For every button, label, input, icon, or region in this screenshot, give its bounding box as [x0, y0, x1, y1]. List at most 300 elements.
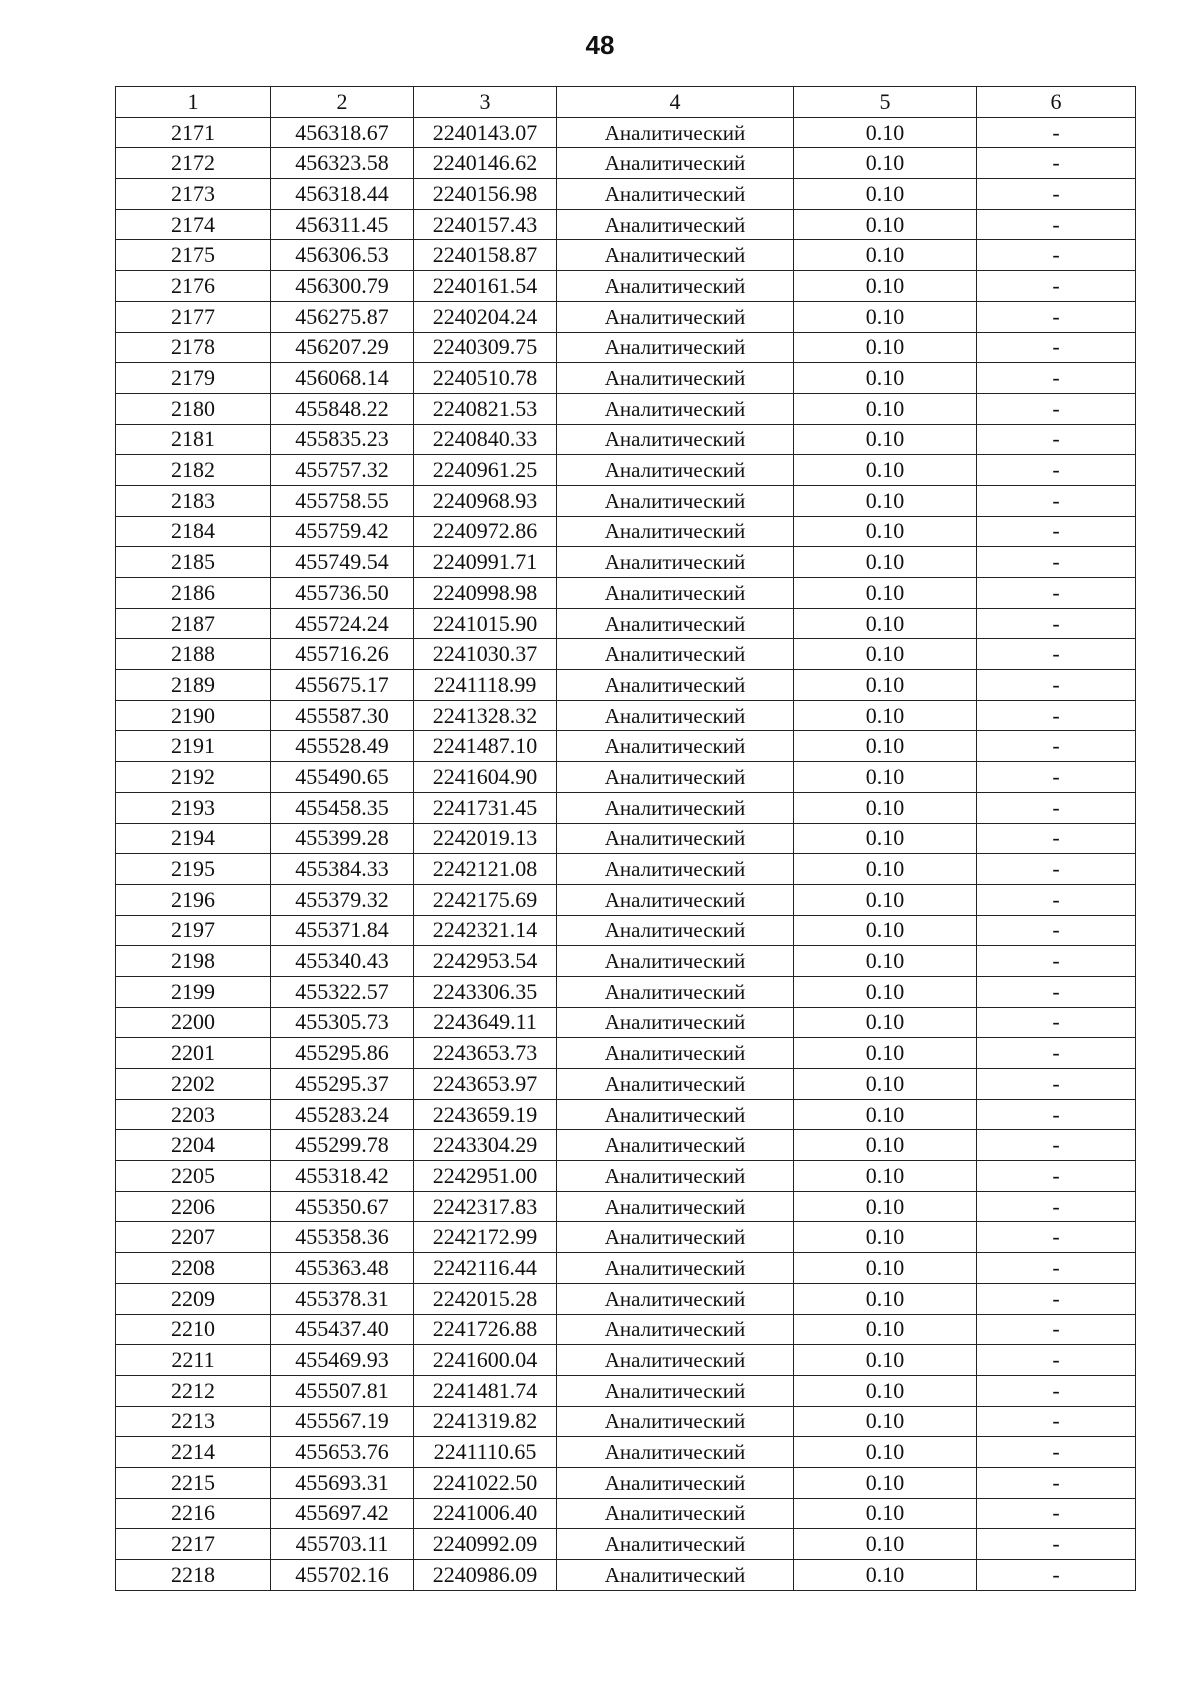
description-cell: -	[977, 332, 1136, 363]
method-cell: Аналитический	[557, 1437, 794, 1468]
point-number-cell: 2201	[116, 1038, 271, 1069]
accuracy-cell: 0.10	[794, 209, 977, 240]
y-coordinate-cell: 2242317.83	[414, 1191, 557, 1222]
table-header	[116, 87, 1136, 118]
y-coordinate-cell: 2243649.11	[414, 1007, 557, 1038]
x-coordinate-cell: 455528.49	[271, 731, 414, 762]
accuracy-cell: 0.10	[794, 823, 977, 854]
x-coordinate-cell: 455283.24	[271, 1099, 414, 1130]
table-row	[116, 639, 1136, 670]
point-number-cell: 2180	[116, 393, 271, 424]
description-cell: -	[977, 1498, 1136, 1529]
point-number-cell: 2207	[116, 1222, 271, 1253]
description-cell: -	[977, 1069, 1136, 1100]
description-cell: -	[977, 117, 1136, 148]
method-cell: Аналитический	[557, 301, 794, 332]
y-coordinate-cell: 2240146.62	[414, 148, 557, 179]
x-coordinate-cell: 456323.58	[271, 148, 414, 179]
accuracy-cell: 0.10	[794, 1222, 977, 1253]
table-row	[116, 946, 1136, 977]
point-number-cell: 2186	[116, 578, 271, 609]
x-coordinate-cell: 455587.30	[271, 700, 414, 731]
y-coordinate-cell: 2241328.32	[414, 700, 557, 731]
description-cell: -	[977, 301, 1136, 332]
point-number-cell: 2199	[116, 976, 271, 1007]
table-row	[116, 700, 1136, 731]
description-cell: -	[977, 179, 1136, 210]
y-coordinate-cell: 2243653.73	[414, 1038, 557, 1069]
accuracy-cell: 0.10	[794, 179, 977, 210]
table-row	[116, 1099, 1136, 1130]
point-number-cell: 2190	[116, 700, 271, 731]
x-coordinate-cell: 455848.22	[271, 393, 414, 424]
y-coordinate-cell: 2240840.33	[414, 424, 557, 455]
method-cell: Аналитический	[557, 823, 794, 854]
point-number-cell: 2191	[116, 731, 271, 762]
point-number-cell: 2209	[116, 1283, 271, 1314]
y-coordinate-cell: 2240158.87	[414, 240, 557, 271]
method-cell: Аналитический	[557, 976, 794, 1007]
y-coordinate-cell: 2242321.14	[414, 915, 557, 946]
description-cell: -	[977, 1099, 1136, 1130]
method-cell: Аналитический	[557, 1099, 794, 1130]
description-cell: -	[977, 700, 1136, 731]
description-cell: -	[977, 547, 1136, 578]
y-coordinate-cell: 2241022.50	[414, 1467, 557, 1498]
description-cell: -	[977, 670, 1136, 701]
point-number-cell: 2173	[116, 179, 271, 210]
description-cell: -	[977, 455, 1136, 486]
y-coordinate-cell: 2241015.90	[414, 608, 557, 639]
point-number-cell: 2187	[116, 608, 271, 639]
y-coordinate-cell: 2241110.65	[414, 1437, 557, 1468]
method-cell: Аналитический	[557, 1069, 794, 1100]
table-row	[116, 455, 1136, 486]
table-row	[116, 547, 1136, 578]
accuracy-cell: 0.10	[794, 1345, 977, 1376]
y-coordinate-cell: 2240309.75	[414, 332, 557, 363]
method-cell: Аналитический	[557, 670, 794, 701]
table-row	[116, 1467, 1136, 1498]
table-row	[116, 209, 1136, 240]
y-coordinate-cell: 2240156.98	[414, 179, 557, 210]
x-coordinate-cell: 455835.23	[271, 424, 414, 455]
description-cell: -	[977, 393, 1136, 424]
table-row	[116, 1283, 1136, 1314]
table-row	[116, 884, 1136, 915]
accuracy-cell: 0.10	[794, 578, 977, 609]
y-coordinate-cell: 2241487.10	[414, 731, 557, 762]
description-cell: -	[977, 946, 1136, 977]
y-coordinate-cell: 2241319.82	[414, 1406, 557, 1437]
table-row	[116, 1560, 1136, 1591]
column-header-5: 5	[794, 87, 977, 118]
accuracy-cell: 0.10	[794, 148, 977, 179]
table-row	[116, 608, 1136, 639]
y-coordinate-cell: 2243304.29	[414, 1130, 557, 1161]
y-coordinate-cell: 2242953.54	[414, 946, 557, 977]
table-row	[116, 301, 1136, 332]
y-coordinate-cell: 2240821.53	[414, 393, 557, 424]
method-cell: Аналитический	[557, 1253, 794, 1284]
accuracy-cell: 0.10	[794, 485, 977, 516]
point-number-cell: 2217	[116, 1529, 271, 1560]
accuracy-cell: 0.10	[794, 792, 977, 823]
method-cell: Аналитический	[557, 854, 794, 885]
method-cell: Аналитический	[557, 1375, 794, 1406]
accuracy-cell: 0.10	[794, 639, 977, 670]
method-cell: Аналитический	[557, 485, 794, 516]
x-coordinate-cell: 455469.93	[271, 1345, 414, 1376]
header-row	[116, 87, 1136, 118]
x-coordinate-cell: 455384.33	[271, 854, 414, 885]
y-coordinate-cell: 2242951.00	[414, 1161, 557, 1192]
accuracy-cell: 0.10	[794, 976, 977, 1007]
accuracy-cell: 0.10	[794, 455, 977, 486]
description-cell: -	[977, 762, 1136, 793]
x-coordinate-cell: 455358.36	[271, 1222, 414, 1253]
accuracy-cell: 0.10	[794, 332, 977, 363]
table-row	[116, 792, 1136, 823]
method-cell: Аналитический	[557, 1314, 794, 1345]
column-header-6: 6	[977, 87, 1136, 118]
y-coordinate-cell: 2243306.35	[414, 976, 557, 1007]
column-header-1: 1	[116, 87, 271, 118]
y-coordinate-cell: 2241118.99	[414, 670, 557, 701]
accuracy-cell: 0.10	[794, 1283, 977, 1314]
table-row	[116, 762, 1136, 793]
x-coordinate-cell: 455458.35	[271, 792, 414, 823]
accuracy-cell: 0.10	[794, 1437, 977, 1468]
y-coordinate-cell: 2242121.08	[414, 854, 557, 885]
accuracy-cell: 0.10	[794, 240, 977, 271]
table-row	[116, 117, 1136, 148]
point-number-cell: 2212	[116, 1375, 271, 1406]
y-coordinate-cell: 2240992.09	[414, 1529, 557, 1560]
description-cell: -	[977, 976, 1136, 1007]
description-cell: -	[977, 1437, 1136, 1468]
point-number-cell: 2188	[116, 639, 271, 670]
x-coordinate-cell: 455371.84	[271, 915, 414, 946]
table-row	[116, 1069, 1136, 1100]
y-coordinate-cell: 2240157.43	[414, 209, 557, 240]
table-row	[116, 363, 1136, 394]
method-cell: Аналитический	[557, 1191, 794, 1222]
accuracy-cell: 0.10	[794, 1375, 977, 1406]
table-row	[116, 578, 1136, 609]
table-row	[116, 915, 1136, 946]
table-row	[116, 332, 1136, 363]
x-coordinate-cell: 456318.44	[271, 179, 414, 210]
point-number-cell: 2184	[116, 516, 271, 547]
point-number-cell: 2213	[116, 1406, 271, 1437]
y-coordinate-cell: 2241726.88	[414, 1314, 557, 1345]
description-cell: -	[977, 1253, 1136, 1284]
x-coordinate-cell: 455757.32	[271, 455, 414, 486]
table-row	[116, 1314, 1136, 1345]
accuracy-cell: 0.10	[794, 301, 977, 332]
y-coordinate-cell: 2242116.44	[414, 1253, 557, 1284]
x-coordinate-cell: 456275.87	[271, 301, 414, 332]
method-cell: Аналитический	[557, 393, 794, 424]
coordinates-table	[115, 86, 1136, 1591]
method-cell: Аналитический	[557, 179, 794, 210]
accuracy-cell: 0.10	[794, 1560, 977, 1591]
table-row	[116, 1529, 1136, 1560]
point-number-cell: 2197	[116, 915, 271, 946]
method-cell: Аналитический	[557, 1345, 794, 1376]
description-cell: -	[977, 209, 1136, 240]
point-number-cell: 2202	[116, 1069, 271, 1100]
column-header-3: 3	[414, 87, 557, 118]
method-cell: Аналитический	[557, 1038, 794, 1069]
description-cell: -	[977, 1375, 1136, 1406]
page-number: 48	[585, 30, 615, 60]
method-cell: Аналитический	[557, 1560, 794, 1591]
description-cell: -	[977, 1529, 1136, 1560]
y-coordinate-cell: 2240143.07	[414, 117, 557, 148]
x-coordinate-cell: 456300.79	[271, 271, 414, 302]
y-coordinate-cell: 2240998.98	[414, 578, 557, 609]
x-coordinate-cell: 455379.32	[271, 884, 414, 915]
description-cell: -	[977, 578, 1136, 609]
point-number-cell: 2214	[116, 1437, 271, 1468]
point-number-cell: 2194	[116, 823, 271, 854]
point-number-cell: 2216	[116, 1498, 271, 1529]
table-row	[116, 1161, 1136, 1192]
x-coordinate-cell: 456311.45	[271, 209, 414, 240]
point-number-cell: 2205	[116, 1161, 271, 1192]
method-cell: Аналитический	[557, 946, 794, 977]
table-row	[116, 271, 1136, 302]
y-coordinate-cell: 2240510.78	[414, 363, 557, 394]
point-number-cell: 2196	[116, 884, 271, 915]
description-cell: -	[977, 731, 1136, 762]
accuracy-cell: 0.10	[794, 700, 977, 731]
point-number-cell: 2177	[116, 301, 271, 332]
table-row	[116, 1130, 1136, 1161]
description-cell: -	[977, 424, 1136, 455]
point-number-cell: 2183	[116, 485, 271, 516]
description-cell: -	[977, 271, 1136, 302]
method-cell: Аналитический	[557, 884, 794, 915]
x-coordinate-cell: 455567.19	[271, 1406, 414, 1437]
accuracy-cell: 0.10	[794, 1130, 977, 1161]
table-row	[116, 976, 1136, 1007]
point-number-cell: 2192	[116, 762, 271, 793]
x-coordinate-cell: 455350.67	[271, 1191, 414, 1222]
x-coordinate-cell: 455295.37	[271, 1069, 414, 1100]
table-row	[116, 731, 1136, 762]
description-cell: -	[977, 1314, 1136, 1345]
accuracy-cell: 0.10	[794, 1007, 977, 1038]
accuracy-cell: 0.10	[794, 1314, 977, 1345]
point-number-cell: 2198	[116, 946, 271, 977]
accuracy-cell: 0.10	[794, 516, 977, 547]
x-coordinate-cell: 455724.24	[271, 608, 414, 639]
y-coordinate-cell: 2241731.45	[414, 792, 557, 823]
method-cell: Аналитический	[557, 1007, 794, 1038]
method-cell: Аналитический	[557, 1283, 794, 1314]
description-cell: -	[977, 1038, 1136, 1069]
description-cell: -	[977, 485, 1136, 516]
accuracy-cell: 0.10	[794, 762, 977, 793]
method-cell: Аналитический	[557, 363, 794, 394]
x-coordinate-cell: 455736.50	[271, 578, 414, 609]
point-number-cell: 2210	[116, 1314, 271, 1345]
point-number-cell: 2193	[116, 792, 271, 823]
table-row	[116, 516, 1136, 547]
method-cell: Аналитический	[557, 332, 794, 363]
x-coordinate-cell: 455399.28	[271, 823, 414, 854]
point-number-cell: 2182	[116, 455, 271, 486]
description-cell: -	[977, 1345, 1136, 1376]
point-number-cell: 2200	[116, 1007, 271, 1038]
method-cell: Аналитический	[557, 1130, 794, 1161]
description-cell: -	[977, 516, 1136, 547]
y-coordinate-cell: 2242019.13	[414, 823, 557, 854]
x-coordinate-cell: 456318.67	[271, 117, 414, 148]
accuracy-cell: 0.10	[794, 1161, 977, 1192]
y-coordinate-cell: 2240986.09	[414, 1560, 557, 1591]
description-cell: -	[977, 1560, 1136, 1591]
table-row	[116, 148, 1136, 179]
accuracy-cell: 0.10	[794, 1069, 977, 1100]
method-cell: Аналитический	[557, 700, 794, 731]
description-cell: -	[977, 148, 1136, 179]
method-cell: Аналитический	[557, 792, 794, 823]
accuracy-cell: 0.10	[794, 915, 977, 946]
method-cell: Аналитический	[557, 1529, 794, 1560]
x-coordinate-cell: 455295.86	[271, 1038, 414, 1069]
description-cell: -	[977, 792, 1136, 823]
x-coordinate-cell: 455378.31	[271, 1283, 414, 1314]
table-row	[116, 424, 1136, 455]
x-coordinate-cell: 455363.48	[271, 1253, 414, 1284]
description-cell: -	[977, 854, 1136, 885]
accuracy-cell: 0.10	[794, 854, 977, 885]
table-row	[116, 240, 1136, 271]
y-coordinate-cell: 2240968.93	[414, 485, 557, 516]
table-row	[116, 1007, 1136, 1038]
x-coordinate-cell: 455305.73	[271, 1007, 414, 1038]
x-coordinate-cell: 455653.76	[271, 1437, 414, 1468]
x-coordinate-cell: 455299.78	[271, 1130, 414, 1161]
table-row	[116, 1437, 1136, 1468]
x-coordinate-cell: 456207.29	[271, 332, 414, 363]
point-number-cell: 2185	[116, 547, 271, 578]
point-number-cell: 2171	[116, 117, 271, 148]
accuracy-cell: 0.10	[794, 884, 977, 915]
accuracy-cell: 0.10	[794, 608, 977, 639]
method-cell: Аналитический	[557, 547, 794, 578]
point-number-cell: 2203	[116, 1099, 271, 1130]
accuracy-cell: 0.10	[794, 1191, 977, 1222]
y-coordinate-cell: 2243653.97	[414, 1069, 557, 1100]
description-cell: -	[977, 1467, 1136, 1498]
accuracy-cell: 0.10	[794, 946, 977, 977]
description-cell: -	[977, 915, 1136, 946]
x-coordinate-cell: 455318.42	[271, 1161, 414, 1192]
method-cell: Аналитический	[557, 424, 794, 455]
point-number-cell: 2189	[116, 670, 271, 701]
table-row	[116, 1038, 1136, 1069]
method-cell: Аналитический	[557, 578, 794, 609]
column-header-2: 2	[271, 87, 414, 118]
method-cell: Аналитический	[557, 1498, 794, 1529]
table-row	[116, 1191, 1136, 1222]
accuracy-cell: 0.10	[794, 1099, 977, 1130]
y-coordinate-cell: 2240972.86	[414, 516, 557, 547]
method-cell: Аналитический	[557, 148, 794, 179]
accuracy-cell: 0.10	[794, 1467, 977, 1498]
point-number-cell: 2195	[116, 854, 271, 885]
point-number-cell: 2215	[116, 1467, 271, 1498]
point-number-cell: 2206	[116, 1191, 271, 1222]
method-cell: Аналитический	[557, 516, 794, 547]
accuracy-cell: 0.10	[794, 117, 977, 148]
point-number-cell: 2218	[116, 1560, 271, 1591]
x-coordinate-cell: 455437.40	[271, 1314, 414, 1345]
accuracy-cell: 0.10	[794, 731, 977, 762]
description-cell: -	[977, 823, 1136, 854]
point-number-cell: 2178	[116, 332, 271, 363]
x-coordinate-cell: 455693.31	[271, 1467, 414, 1498]
accuracy-cell: 0.10	[794, 1253, 977, 1284]
point-number-cell: 2176	[116, 271, 271, 302]
method-cell: Аналитический	[557, 455, 794, 486]
x-coordinate-cell: 455702.16	[271, 1560, 414, 1591]
point-number-cell: 2175	[116, 240, 271, 271]
table-row	[116, 1406, 1136, 1437]
method-cell: Аналитический	[557, 731, 794, 762]
accuracy-cell: 0.10	[794, 1406, 977, 1437]
method-cell: Аналитический	[557, 1406, 794, 1437]
x-coordinate-cell: 455322.57	[271, 976, 414, 1007]
description-cell: -	[977, 240, 1136, 271]
x-coordinate-cell: 455340.43	[271, 946, 414, 977]
description-cell: -	[977, 1161, 1136, 1192]
x-coordinate-cell: 455749.54	[271, 547, 414, 578]
table-row	[116, 393, 1136, 424]
x-coordinate-cell: 455697.42	[271, 1498, 414, 1529]
x-coordinate-cell: 455759.42	[271, 516, 414, 547]
accuracy-cell: 0.10	[794, 1498, 977, 1529]
y-coordinate-cell: 2242172.99	[414, 1222, 557, 1253]
table-row	[116, 823, 1136, 854]
table-row	[116, 1345, 1136, 1376]
y-coordinate-cell: 2240161.54	[414, 271, 557, 302]
y-coordinate-cell: 2240961.25	[414, 455, 557, 486]
table-row	[116, 179, 1136, 210]
method-cell: Аналитический	[557, 608, 794, 639]
column-header-4: 4	[557, 87, 794, 118]
accuracy-cell: 0.10	[794, 547, 977, 578]
method-cell: Аналитический	[557, 117, 794, 148]
table-row	[116, 485, 1136, 516]
y-coordinate-cell: 2241604.90	[414, 762, 557, 793]
description-cell: -	[977, 1406, 1136, 1437]
method-cell: Аналитический	[557, 1222, 794, 1253]
method-cell: Аналитический	[557, 1161, 794, 1192]
accuracy-cell: 0.10	[794, 1038, 977, 1069]
point-number-cell: 2204	[116, 1130, 271, 1161]
table-body	[116, 117, 1136, 1590]
x-coordinate-cell: 455758.55	[271, 485, 414, 516]
table-row	[116, 1375, 1136, 1406]
x-coordinate-cell: 455675.17	[271, 670, 414, 701]
point-number-cell: 2172	[116, 148, 271, 179]
